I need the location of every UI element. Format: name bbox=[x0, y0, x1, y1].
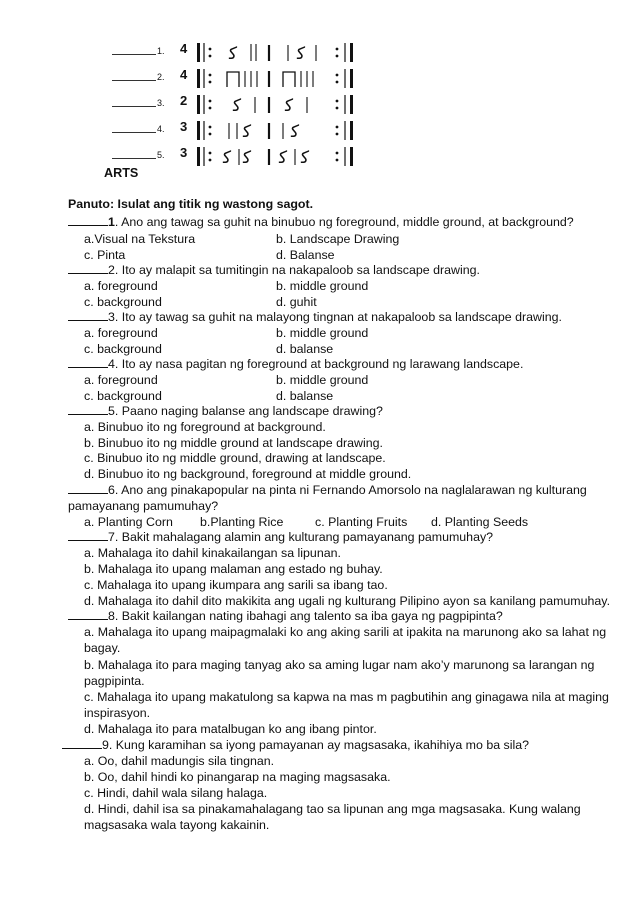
rhythm-notation bbox=[195, 40, 375, 66]
question-text: 3. Ito ay tawag sa guhit na malayong tingnan at nakapaloob sa landscape drawing. bbox=[108, 310, 562, 324]
svg-text:ﻛ: ﻛ bbox=[291, 122, 300, 142]
choice-a: a. Planting Corn bbox=[84, 515, 173, 529]
rhythm-notation bbox=[195, 144, 375, 170]
choice-c: c. Planting Fruits bbox=[315, 515, 408, 529]
choice-b-continued: pagpipinta. bbox=[84, 674, 145, 688]
svg-text:ﻛ: ﻛ bbox=[301, 148, 310, 168]
choice-c: c. Mahalaga ito upang makatulong sa kapwa na mas m pagbutihin ang ginagawa nila at maging bbox=[84, 690, 609, 704]
question-6-continued: pamayanang pamumuhay? bbox=[68, 499, 219, 513]
choice-c: c. Pinta bbox=[84, 248, 126, 262]
question-6 bbox=[68, 482, 587, 498]
rhythm-notation bbox=[195, 92, 375, 118]
choice-a: a. Binubuo ito ng foreground at background. bbox=[84, 420, 326, 434]
choice-b: b.Planting Rice bbox=[200, 515, 284, 529]
question-5 bbox=[68, 403, 383, 419]
time-signature: 3 bbox=[180, 145, 188, 160]
choice-a: a. foreground bbox=[84, 373, 158, 387]
answer-blank bbox=[68, 403, 108, 415]
svg-text:ﻛ: ﻛ bbox=[279, 148, 288, 168]
choice-c-continued: inspirasyon. bbox=[84, 706, 151, 720]
choice-d: d. guhit bbox=[276, 295, 317, 309]
question-7 bbox=[68, 529, 493, 545]
choice-d: d. Hindi, dahil isa sa pinakamahalagang tao sa lipunan ang mga magsasaka. Kung walang bbox=[84, 802, 581, 816]
rhythm-exercise bbox=[0, 0, 638, 170]
choice-d: d. balanse bbox=[276, 389, 334, 403]
time-signature: 2 bbox=[180, 93, 188, 108]
answer-blank bbox=[68, 309, 108, 321]
choice-d: d. balanse bbox=[276, 342, 334, 356]
choice-b: b. Mahalaga ito upang malaman ang estado ng buhay. bbox=[84, 562, 383, 576]
row-number: 2. bbox=[157, 72, 165, 82]
choice-c: c. background bbox=[84, 295, 162, 309]
choice-b: b. middle ground bbox=[276, 279, 369, 293]
answer-blank bbox=[62, 737, 102, 749]
question-2 bbox=[68, 262, 480, 278]
svg-text:ﻛ: ﻛ bbox=[243, 122, 252, 142]
time-signature: 4 bbox=[180, 67, 188, 82]
choice-c: c. background bbox=[84, 342, 162, 356]
choice-b: b. Binubuo ito ng middle ground at landscape drawing. bbox=[84, 436, 383, 450]
answer-blank bbox=[68, 262, 108, 274]
question-text: . Ano ang tawag sa guhit na binubuo ng foreground, middle ground, at background? bbox=[114, 215, 574, 229]
choice-b: b. Mahalaga ito para maging tanyag ako sa aming lugar nam ako’y marunong sa larangan ng bbox=[84, 658, 595, 672]
question-1 bbox=[68, 214, 574, 230]
question-text: 4. Ito ay nasa pagitan ng foreground at background ng larawang landscape. bbox=[108, 357, 524, 371]
answer-blank bbox=[68, 356, 108, 368]
choice-a: a. foreground bbox=[84, 279, 158, 293]
question-text: 9. Kung karamihan sa iyong pamayanan ay magsasaka, ikahihiya mo ba sila? bbox=[102, 738, 530, 752]
question-number: 1 bbox=[108, 215, 115, 229]
choice-b: b. Oo, dahil hindi ko pinangarap na maging magsasaka. bbox=[84, 770, 391, 784]
question-9 bbox=[62, 737, 529, 753]
row-number: 1. bbox=[157, 46, 165, 56]
rhythm-row-3 bbox=[0, 92, 638, 118]
choice-a: a. foreground bbox=[84, 326, 158, 340]
answer-blank bbox=[112, 132, 156, 133]
rhythm-notation bbox=[195, 118, 375, 144]
svg-text:ﻛ: ﻛ bbox=[223, 148, 232, 168]
time-signature: 4 bbox=[180, 41, 188, 56]
row-number: 3. bbox=[157, 98, 165, 108]
answer-blank bbox=[68, 482, 108, 494]
choice-c: c. background bbox=[84, 389, 162, 403]
question-text: 8. Bakit kailangan nating ibahagi ang talento sa iba gaya ng pagpipinta? bbox=[108, 609, 503, 623]
choice-c: c. Hindi, dahil wala silang halaga. bbox=[84, 786, 268, 800]
answer-blank bbox=[68, 608, 108, 620]
svg-text:ﻛ: ﻛ bbox=[233, 96, 242, 116]
rhythm-row-2 bbox=[0, 66, 638, 92]
choice-d: d. Binubuo ito ng background, foreground at middle ground. bbox=[84, 467, 412, 481]
svg-text:ﻛ: ﻛ bbox=[229, 44, 238, 64]
row-number: 4. bbox=[157, 124, 165, 134]
answer-blank bbox=[68, 214, 108, 226]
choice-b: b. Landscape Drawing bbox=[276, 232, 400, 246]
question-text: 7. Bakit mahalagang alamin ang kulturang pamayanang pamumuhay? bbox=[108, 530, 494, 544]
instructions: Panuto: Isulat ang titik ng wastong sagot. bbox=[68, 197, 314, 211]
question-text: 6. Ano ang pinakapopular na pinta ni Fernando Amorsolo na naglalarawan ng kulturang bbox=[108, 483, 587, 497]
answer-blank bbox=[68, 529, 108, 541]
choice-d: d. Balanse bbox=[276, 248, 335, 262]
question-3 bbox=[68, 309, 562, 325]
choice-a: a. Oo, dahil madungis sila tingnan. bbox=[84, 754, 275, 768]
svg-text:ﻛ: ﻛ bbox=[243, 148, 252, 168]
choice-a: a. Mahalaga ito dahil kinakailangan sa lipunan. bbox=[84, 546, 341, 560]
choice-b: b. middle ground bbox=[276, 326, 369, 340]
answer-blank bbox=[112, 54, 156, 55]
svg-text:ﻛ: ﻛ bbox=[297, 44, 306, 64]
choice-b: b. middle ground bbox=[276, 373, 369, 387]
choice-c: c. Mahalaga ito upang ikumpara ang sarili sa ibang tao. bbox=[84, 578, 388, 592]
question-8 bbox=[68, 608, 503, 624]
rhythm-row-1 bbox=[0, 40, 638, 66]
row-number: 5. bbox=[157, 150, 165, 160]
choice-d: d. Mahalaga ito para matalbugan ko ang ibang pintor. bbox=[84, 722, 377, 736]
section-title: ARTS bbox=[104, 166, 139, 180]
choice-d-continued: magsasaka wala tayong kakainin. bbox=[84, 818, 270, 832]
choice-d: d. Planting Seeds bbox=[431, 515, 529, 529]
choice-a: a.Visual na Tekstura bbox=[84, 232, 196, 246]
choice-a: a. Mahalaga ito upang maipagmalaki ko ang aking sarili at ipakita na marunong ako sa lahat ng bbox=[84, 625, 607, 639]
rhythm-row-4 bbox=[0, 118, 638, 144]
answer-blank bbox=[112, 106, 156, 107]
choice-d: d. Mahalaga ito dahil dito makikita ang ugali ng kulturang Pilipino ayon sa kanilang pamumuhay. bbox=[84, 594, 611, 608]
answer-blank bbox=[112, 80, 156, 81]
svg-text:ﻛ: ﻛ bbox=[285, 96, 294, 116]
choice-a-continued: bagay. bbox=[84, 641, 121, 655]
rhythm-notation bbox=[195, 66, 375, 92]
question-text: 5. Paano naging balanse ang landscape drawing? bbox=[108, 404, 383, 418]
question-4 bbox=[68, 356, 523, 372]
rhythm-row-5 bbox=[0, 144, 638, 170]
choice-c: c. Binubuo ito ng middle ground, drawing at landscape. bbox=[84, 451, 386, 465]
question-text: 2. Ito ay malapit sa tumitingin na nakapaloob sa landscape drawing. bbox=[108, 263, 480, 277]
time-signature: 3 bbox=[180, 119, 188, 134]
answer-blank bbox=[112, 158, 156, 159]
